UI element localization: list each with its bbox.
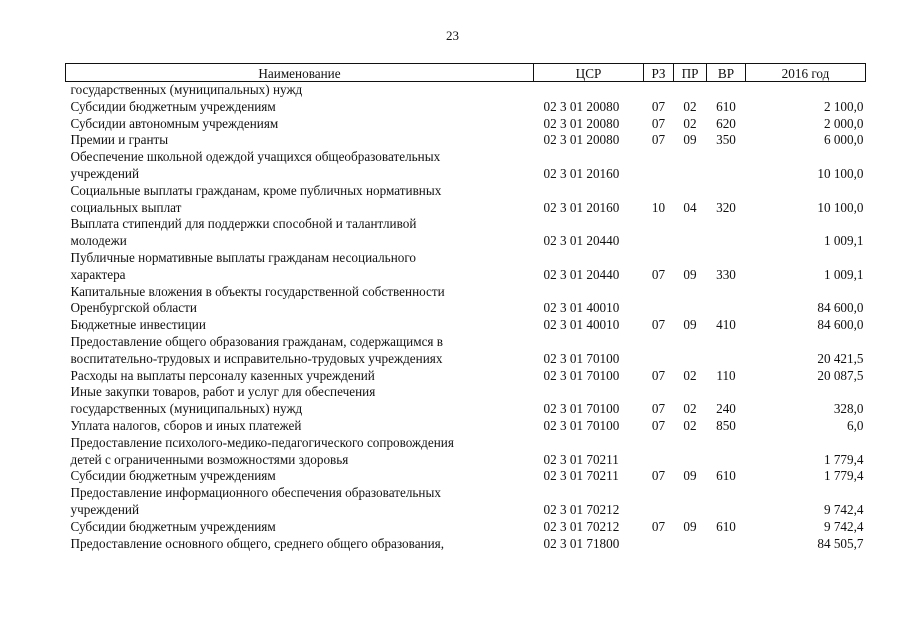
cell-amount: 20 421,5 [817, 350, 864, 366]
cell-name-line: Премии и гранты [70, 132, 169, 148]
cell-rz [644, 334, 674, 368]
cell-rz [644, 536, 674, 553]
table-row [66, 368, 866, 385]
cell-pr [674, 284, 707, 318]
cell-name-line: Предоставление психолого-медико-педагогического сопровождения [70, 434, 454, 450]
cell-rz [644, 435, 674, 469]
cell-name [66, 183, 534, 217]
cell-amount: 1 009,1 [823, 266, 864, 282]
cell-name [66, 536, 534, 553]
cell-rz [644, 485, 674, 519]
table-row [66, 519, 866, 536]
cell-vr: 620 [716, 115, 736, 131]
header-vr: ВР [707, 64, 746, 82]
cell-rz: 07 [651, 518, 666, 534]
cell-name-line: Иные закупки товаров, работ и услуг для обеспечения [70, 384, 376, 400]
header-rz: РЗ [644, 64, 674, 82]
table-row [66, 468, 866, 485]
cell-amount: 6 000,0 [823, 132, 864, 148]
cell-rz: 07 [651, 115, 666, 131]
cell-amount: 84 600,0 [817, 317, 864, 333]
cell-pr [674, 82, 707, 99]
cell-pr: 09 [683, 518, 697, 534]
cell-csr: 02 3 01 20160 [543, 165, 620, 181]
cell-csr [534, 82, 644, 99]
table-row [66, 317, 866, 334]
cell-pr: 02 [683, 367, 697, 383]
cell-name [66, 418, 534, 435]
header-pr: ПР [674, 64, 707, 82]
cell-name-line: Обеспечение школьной одеждой учащихся общеобразовательных [70, 149, 441, 165]
table-row [66, 485, 866, 519]
cell-name-line: Капитальные вложения в объекты государственной собственности [70, 283, 445, 299]
cell-amount: 84 600,0 [817, 300, 864, 316]
cell-pr: 09 [683, 317, 697, 333]
cell-name [66, 368, 534, 385]
cell-rz: 07 [651, 266, 666, 282]
table-header [66, 64, 866, 82]
cell-pr [674, 216, 707, 250]
cell-name-line: Субсидии бюджетным учреждениям [70, 468, 276, 484]
table-row [66, 536, 866, 553]
cell-rz [644, 216, 674, 250]
cell-pr: 02 [683, 98, 697, 114]
cell-pr: 09 [683, 132, 697, 148]
cell-amount: 2 000,0 [823, 115, 864, 131]
cell-amount: 9 742,4 [823, 501, 864, 517]
cell-amount: 10 100,0 [817, 199, 864, 215]
cell-csr: 02 3 01 20080 [543, 132, 620, 148]
cell-amount: 84 505,7 [817, 535, 864, 551]
cell-name-line: учреждений [70, 501, 140, 517]
cell-amount: 20 087,5 [817, 367, 864, 383]
cell-name [66, 99, 534, 116]
cell-name-line: Оренбургской области [70, 300, 197, 316]
cell-name [66, 284, 534, 318]
table-row [66, 250, 866, 284]
header-row [66, 64, 866, 82]
cell-pr: 02 [683, 115, 697, 131]
cell-csr: 02 3 01 20440 [543, 266, 620, 282]
table-row [66, 116, 866, 133]
cell-csr: 02 3 01 20080 [543, 98, 620, 114]
table-body [66, 82, 866, 553]
cell-name [66, 435, 534, 469]
cell-pr [674, 536, 707, 553]
cell-name [66, 82, 534, 99]
cell-amount: 9 742,4 [823, 518, 864, 534]
cell-name [66, 519, 534, 536]
cell-name [66, 485, 534, 519]
table-row [66, 99, 866, 116]
cell-amount: 328,0 [833, 401, 864, 417]
cell-name-line: Социальные выплаты гражданам, кроме публичных нормативных [70, 182, 442, 198]
cell-name [66, 216, 534, 250]
cell-name-line: молодежи [70, 233, 127, 249]
cell-pr: 09 [683, 266, 697, 282]
cell-name [66, 149, 534, 183]
cell-name-line: Уплата налогов, сборов и иных платежей [70, 417, 302, 433]
cell-vr [707, 536, 746, 553]
cell-amount: 1 779,4 [823, 451, 864, 467]
cell-pr [674, 334, 707, 368]
budget-table [65, 63, 866, 552]
cell-name-line: Расходы на выплаты персоналу казенных учреждений [70, 367, 375, 383]
cell-name-line: Предоставление общего образования гражданам, содержащимся в [70, 333, 444, 349]
cell-csr: 02 3 01 70100 [543, 350, 620, 366]
cell-csr: 02 3 01 40010 [543, 300, 620, 316]
cell-rz: 07 [651, 132, 666, 148]
cell-rz: 07 [651, 367, 666, 383]
cell-name-line: учреждений [70, 165, 140, 181]
cell-vr: 320 [716, 199, 736, 215]
table-row [66, 183, 866, 217]
cell-name-line: Предоставление основного общего, среднего общего образования, [70, 535, 445, 551]
cell-amount: 2 100,0 [823, 98, 864, 114]
cell-vr: 610 [716, 468, 736, 484]
cell-name [66, 250, 534, 284]
cell-csr: 02 3 01 70211 [543, 468, 619, 484]
cell-name-line: детей с ограниченными возможностями здоровья [70, 451, 349, 467]
cell-rz: 07 [651, 468, 666, 484]
cell-name-line: государственных (муниципальных) нужд [70, 401, 303, 417]
cell-name-line: социальных выплат [70, 199, 182, 215]
cell-vr: 240 [716, 401, 736, 417]
cell-rz: 07 [651, 98, 666, 114]
cell-csr: 02 3 01 70212 [543, 518, 620, 534]
cell-rz: 07 [651, 417, 666, 433]
cell-pr [674, 485, 707, 519]
table-row [66, 435, 866, 469]
cell-pr [674, 149, 707, 183]
cell-csr: 02 3 01 40010 [543, 317, 620, 333]
cell-vr: 110 [716, 367, 736, 383]
header-csr: ЦСР [534, 64, 644, 82]
table-row [66, 216, 866, 250]
cell-name-line: государственных (муниципальных) нужд [70, 82, 303, 97]
cell-vr [707, 435, 746, 469]
cell-vr [707, 284, 746, 318]
table-row [66, 82, 866, 99]
cell-name [66, 317, 534, 334]
cell-vr: 850 [716, 417, 736, 433]
cell-rz [644, 284, 674, 318]
cell-pr: 02 [683, 417, 697, 433]
cell-csr: 02 3 01 20080 [543, 115, 620, 131]
cell-name-line: Бюджетные инвестиции [70, 317, 206, 333]
cell-name [66, 334, 534, 368]
cell-rz: 07 [651, 317, 666, 333]
table-row [66, 384, 866, 418]
cell-amount: 1 009,1 [823, 233, 864, 249]
cell-vr: 610 [716, 98, 736, 114]
cell-rz: 07 [651, 401, 666, 417]
cell-amount: 1 779,4 [823, 468, 864, 484]
cell-rz [644, 149, 674, 183]
cell-csr: 02 3 01 70212 [543, 501, 620, 517]
cell-amount: 10 100,0 [817, 165, 864, 181]
cell-vr [707, 216, 746, 250]
cell-vr: 330 [716, 266, 736, 282]
cell-vr [707, 485, 746, 519]
cell-vr [707, 149, 746, 183]
cell-csr: 02 3 01 70100 [543, 401, 620, 417]
cell-rz: 10 [651, 199, 666, 215]
table-row [66, 149, 866, 183]
cell-pr: 04 [683, 199, 697, 215]
cell-vr: 610 [716, 518, 736, 534]
table-row [66, 418, 866, 435]
cell-vr [707, 334, 746, 368]
cell-pr: 02 [683, 401, 697, 417]
table-row [66, 334, 866, 368]
table-row [66, 132, 866, 149]
cell-vr: 350 [716, 132, 736, 148]
cell-csr: 02 3 01 71800 [543, 535, 620, 551]
cell-pr: 09 [683, 468, 697, 484]
cell-name [66, 132, 534, 149]
cell-csr: 02 3 01 70211 [543, 451, 619, 467]
cell-csr: 02 3 01 70100 [543, 367, 620, 383]
cell-csr: 02 3 01 20160 [543, 199, 620, 215]
cell-vr: 410 [716, 317, 736, 333]
header-name: Наименование [66, 64, 534, 82]
cell-csr: 02 3 01 70100 [543, 417, 620, 433]
cell-pr [674, 435, 707, 469]
cell-name-line: характера [70, 266, 126, 282]
cell-name [66, 116, 534, 133]
cell-rz [644, 82, 674, 99]
table-row [66, 284, 866, 318]
cell-name [66, 384, 534, 418]
cell-name [66, 468, 534, 485]
cell-name-line: воспитательно-трудовых и исправительно-трудовых учреждениях [70, 350, 443, 366]
cell-name-line: Субсидии автономным учреждениям [70, 115, 279, 131]
cell-name-line: Субсидии бюджетным учреждениям [70, 518, 276, 534]
cell-amount [746, 82, 866, 99]
cell-name-line: Предоставление информационного обеспечения образовательных [70, 485, 441, 501]
cell-name-line: Субсидии бюджетным учреждениям [70, 98, 276, 114]
header-year: 2016 год [746, 64, 866, 82]
cell-vr [707, 82, 746, 99]
cell-name-line: Публичные нормативные выплаты гражданам несоциального [70, 249, 417, 265]
cell-amount: 6,0 [847, 417, 864, 433]
page-number: 23 [446, 28, 459, 43]
cell-name-line: Выплата стипендий для поддержки способной и талантливой [70, 216, 417, 232]
cell-csr: 02 3 01 20440 [543, 233, 620, 249]
